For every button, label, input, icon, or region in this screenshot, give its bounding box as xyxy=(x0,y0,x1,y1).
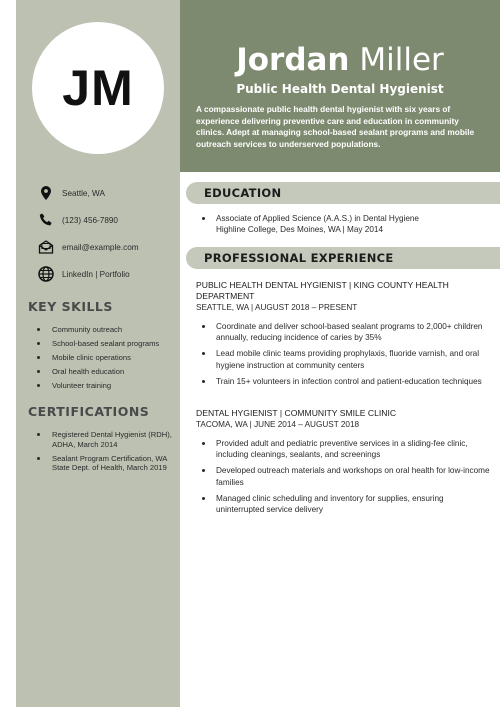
list-item: Community outreach xyxy=(28,325,173,335)
list-item: Coordinate and deliver school-based sealant programs to 2,000+ children annually, reducing incidence of caries by 35% xyxy=(196,321,494,343)
email-link[interactable]: email@example.com xyxy=(62,242,139,252)
job-title-heading: Public Health Dental Hygienist xyxy=(236,82,444,96)
profile-summary: A compassionate public health dental hygienist with six years of experience delivering preventive care and education in community clinics. Adept at managing school-based sealant programs and mobile outreach services to underserved populations. xyxy=(196,104,475,149)
list-item: Sealant Program Certification, WA State Dept. of Health, March 2019 xyxy=(28,454,173,473)
education-section-bar xyxy=(186,182,500,204)
job-bullets xyxy=(196,321,494,392)
certifications-heading: CERTIFICATIONS xyxy=(28,404,150,419)
job-title: DENTAL HYGIENIST | COMMUNITY SMILE CLINIC xyxy=(196,408,397,418)
list-item: Provided adult and pediatric preventive services in a sliding-fee clinic, including cleanings, sealants, and screenings xyxy=(196,438,494,460)
list-item: Managed clinic scheduling and inventory for supplies, ensuring uninterrupted service delivery xyxy=(196,493,494,515)
certifications-list xyxy=(28,430,173,477)
list-item xyxy=(196,213,494,235)
phone-icon xyxy=(38,212,54,228)
contact-phone xyxy=(38,211,178,229)
list-item: Lead mobile clinic teams providing prophylaxis, fluoride varnish, and oral hygiene instruction at community centers xyxy=(196,348,494,370)
list-item: Mobile clinic operations xyxy=(28,353,173,363)
degree-text: Associate of Applied Science (A.A.S.) in Dental Hygiene xyxy=(216,214,419,223)
avatar xyxy=(32,22,164,154)
first-name: Jordan xyxy=(236,42,350,78)
contact-links xyxy=(38,265,178,283)
skills-list xyxy=(28,325,173,395)
contact-email xyxy=(38,238,178,256)
list-item: School-based sealant programs xyxy=(28,339,173,349)
phone-text: (123) 456-7890 xyxy=(62,215,118,225)
experience-section-bar xyxy=(186,247,500,269)
avatar-initials: JM xyxy=(62,60,134,116)
list-item: Train 15+ volunteers in infection control and patient-education techniques xyxy=(196,376,494,387)
list-item: Registered Dental Hygienist (RDH), ADHA, March 2014 xyxy=(28,430,173,449)
job-meta: TACOMA, WA | JUNE 2014 – AUGUST 2018 xyxy=(196,420,360,429)
list-item: Developed outreach materials and workshops on oral health for low-income families xyxy=(196,465,494,487)
map-pin-icon xyxy=(38,185,54,201)
location-text: Seattle, WA xyxy=(62,188,105,198)
last-name: Miller xyxy=(359,42,444,78)
list-item: Oral health education xyxy=(28,367,173,377)
mail-icon xyxy=(38,239,54,255)
linkedin-portfolio-link[interactable]: LinkedIn | Portfolio xyxy=(62,269,130,279)
job-title: PUBLIC HEALTH DENTAL HYGIENIST | KING COUNTY HEALTH DEPARTMENT xyxy=(196,280,449,301)
contact-location xyxy=(38,184,178,202)
education-heading: EDUCATION xyxy=(204,186,282,200)
school-text: Highline College, Des Moines, WA | May 2014 xyxy=(216,225,384,235)
job-meta: SEATTLE, WA | AUGUST 2018 – PRESENT xyxy=(196,303,358,312)
education-list xyxy=(196,213,494,240)
experience-heading: PROFESSIONAL EXPERIENCE xyxy=(204,251,394,265)
job-bullets xyxy=(196,438,494,520)
list-item: Volunteer training xyxy=(28,381,173,391)
key-skills-heading: KEY SKILLS xyxy=(28,299,113,314)
globe-icon xyxy=(38,266,54,282)
candidate-name xyxy=(180,40,500,80)
